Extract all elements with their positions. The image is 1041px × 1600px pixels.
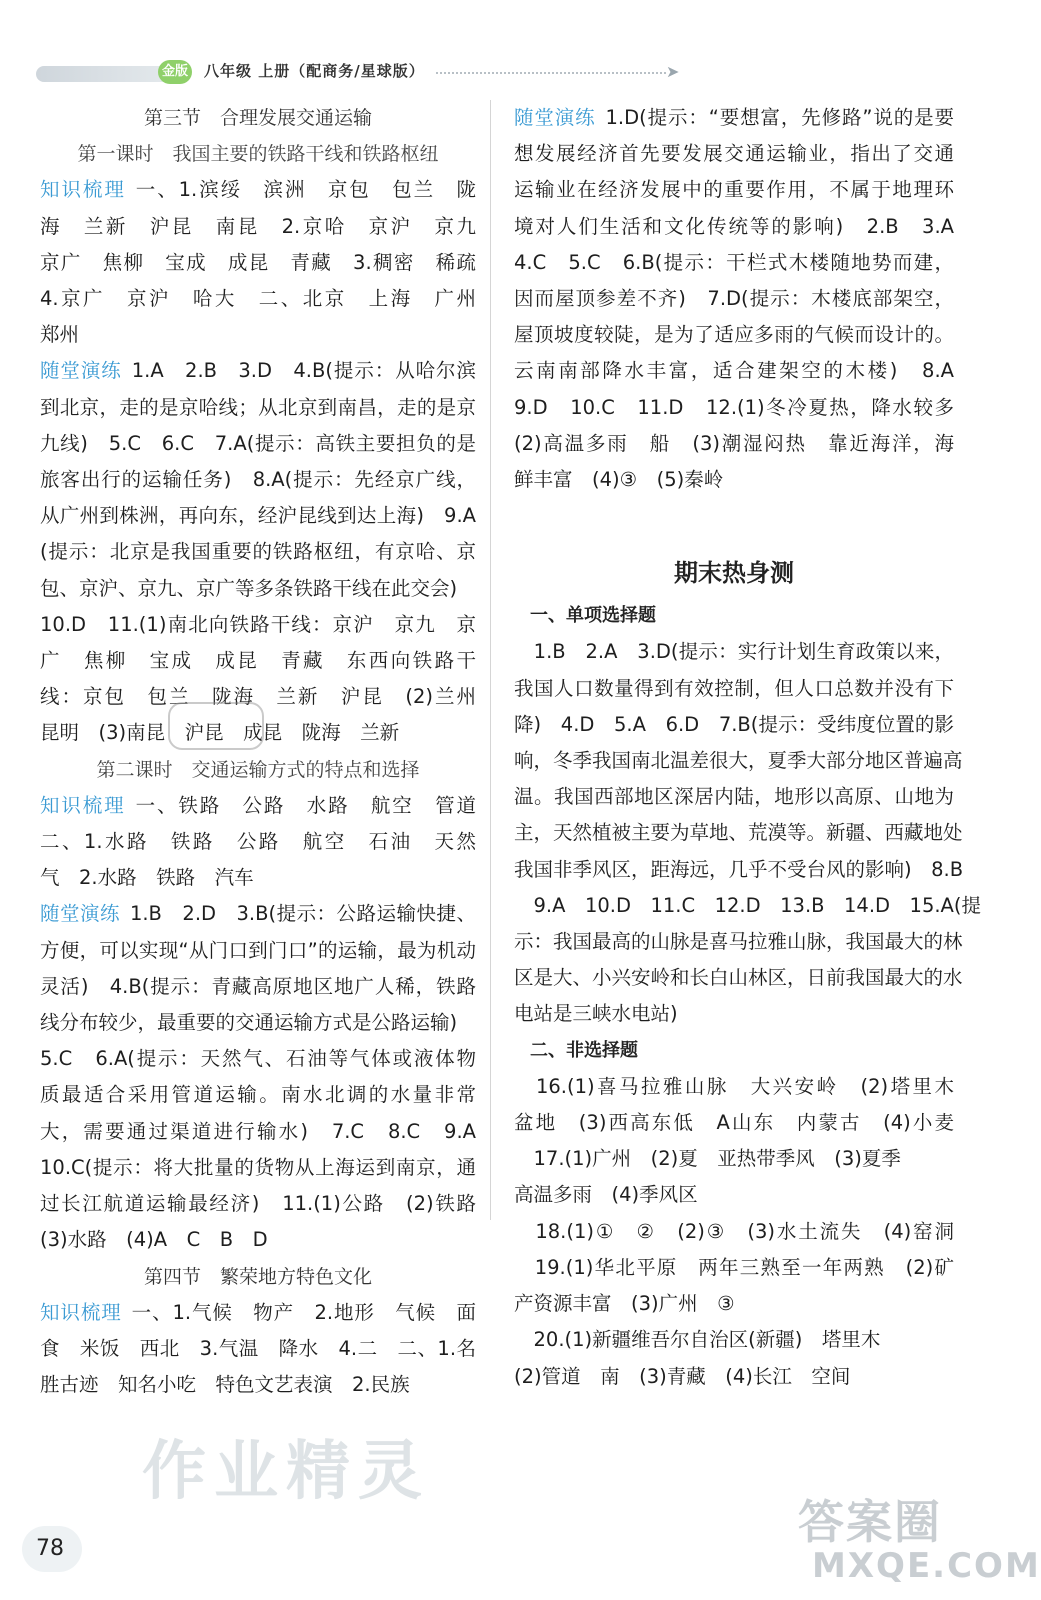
answer-text: 20.(1)新疆维吾尔自治区(新疆) 塔里木 [514,1328,881,1352]
answer-text: 10.D 11.(1)南北向铁路干线：京沪 京九 京 [40,612,476,636]
answer-line [514,1141,954,1177]
answer-text: 9.A 10.D 11.C 12.D 13.B 14.D 15.A(提 [514,893,982,917]
answer-text: 10.C(提示：将大批量的货物从上海运到南京，通 [40,1155,476,1179]
answer-text: 过长江航道运输最经济) 11.(1)公路 (2)铁路 [40,1192,476,1216]
answer-line [40,1331,476,1367]
answer-text: (提示：北京是我国重要的铁路枢纽，有京哈、京 [40,540,476,564]
column-divider [490,100,491,1220]
answer-text: 19.(1)华北平原 两年三熟至一年两熟 (2)矿 [514,1255,954,1279]
category-tag: 知识梳理 [40,178,126,202]
answer-line [40,643,476,679]
answer-line [40,788,476,824]
answer-line [40,1222,476,1258]
answer-line [40,1150,476,1186]
answer-line [514,1177,954,1213]
answer-line [40,1295,476,1331]
section2-answers [514,1069,954,1395]
answer-text: 18.(1)① ② (2)③ (3)水土流失 (4)窑洞 [514,1219,954,1243]
answer-text: 九线) 5.C 6.C 7.A(提示：高铁主要担负的是 [40,431,476,455]
answer-line [40,1186,476,1222]
answer-text: 方便，可以实现“从门口到门口”的运输，最为机动 [40,938,476,962]
answer-text: 17.(1)广州 (2)夏 亚热带季风 (3)夏季 [514,1147,901,1171]
left-column [40,100,476,1403]
answer-text: 一、铁路 公路 水路 航空 管道 [135,793,476,817]
answer-line [514,1105,954,1141]
answer-line [514,426,954,462]
answer-text: 第二课时 交通运输方式的特点和选择 [96,758,420,781]
answer-line [40,571,476,607]
answer-line [514,743,963,779]
answer-text: 1.B 2.A 3.D(提示：实行计划生育政策以来， [514,640,954,664]
category-tag: 知识梳理 [40,793,126,817]
answer-text: 1.D(提示：“要想富，先修路”说的是要 [605,106,954,129]
answer-line [514,1214,954,1250]
answer-text: 广 焦柳 宝成 成昆 青藏 东西向铁路干 [40,649,476,673]
lesson-heading [40,752,476,788]
answer-text: 境对人们生活和文化传统等的影响) 2.B 3.A [514,214,954,238]
answer-text: 大，需要通过渠道进行输水) 7.C 8.C 9.A [40,1119,476,1143]
answer-text: 第四节 繁荣地方特色文化 [143,1265,372,1288]
answer-text: 主，天然植被主要为草地、荒漠等。新疆、西藏地处 [514,821,963,845]
answer-line [40,1005,476,1041]
answer-line [40,426,476,462]
answer-text: 包、京沪、京九、京广等多条铁路干线在此交会) [40,576,458,600]
answer-text: 鲜丰富 (4)③ (5)秦岭 [514,468,724,492]
answer-line [514,281,954,317]
answer-line [40,281,476,317]
answer-text: 我国非季风区，距海远，几乎不受台风的影响) 8.B [514,857,964,881]
answer-text: 质最适合采用管道运输。南水北调的水量非常 [40,1083,476,1107]
category-tag: 随堂演练 [40,359,122,383]
answer-text: 一、1.滨绥 滨洲 京包 包兰 陇 [135,178,476,202]
answer-text: 昆明 (3)南昆 沪昆 成昆 陇海 兰新 [40,721,400,745]
header-dotted-line [436,72,666,74]
answer-text: 4.京广 京沪 哈大 二、北京 上海 广州 [40,287,476,311]
answer-text: 降) 4.D 5.A 6.D 7.B(提示：受纬度位置的影 [514,712,954,736]
answer-text: 线：京包 包兰 陇海 兰新 沪昆 (2)兰州 [40,685,476,709]
answer-line [514,960,963,996]
answer-line [514,634,954,670]
right-top-block [514,100,954,498]
answer-line [40,969,476,1005]
answer-text: 产资源丰富 (3)广州 ③ [514,1292,735,1316]
answer-line [514,1286,954,1322]
answer-text: 第一课时 我国主要的铁路干线和铁路枢纽 [77,143,439,166]
answer-line [514,390,954,426]
answer-text: 到北京，走的是京哈线；从北京到南昌，走的是京 [40,395,476,419]
answer-line [514,1359,954,1395]
page-number: 78 [36,1536,64,1561]
answer-line [40,860,476,896]
logo-sub-text: MXQE.COM [812,1546,1041,1586]
answer-line [40,353,476,389]
answer-line [514,779,954,815]
answer-line [514,924,963,960]
answer-text: 一、1.气候 物产 2.地形 气候 面 [131,1300,476,1324]
answer-line [514,671,954,707]
answer-line [40,172,476,208]
answer-line [40,209,476,245]
answer-text: 气 2.水路 铁路 汽车 [40,866,254,890]
answer-line [514,462,954,498]
answer-line [514,1069,954,1105]
answer-line [40,824,476,860]
answer-text: (2)管道 南 (3)青藏 (4)长江 空间 [514,1364,851,1388]
site-logo [792,1486,1041,1596]
answer-text: 区是大、小兴安岭和长白山林区，日前我国最大的水 [514,966,963,990]
category-tag: 随堂演练 [514,106,596,129]
answer-line [40,498,476,534]
lesson-heading [40,136,476,172]
answer-text: 二、1.水路 铁路 公路 航空 石油 天然 [40,830,476,854]
answer-text: 胜古迹 知名小吃 特色文艺表演 2.民族 [40,1373,410,1397]
answer-text: 食 米饭 西北 3.气温 降水 4.二 二、1.名 [40,1336,476,1360]
answer-line [514,852,964,888]
answer-line [40,1077,476,1113]
answer-text: 海 兰新 沪昆 南昆 2.京哈 京沪 京九 [40,214,476,238]
answer-text: 屋顶坡度较陡，是为了适应多雨的气候而设计的。 [514,323,954,347]
answer-text: 灵活) 4.B(提示：青藏高原地区地广人稀，铁路 [40,974,476,998]
answer-line [40,933,476,969]
watermark-text: 作业精灵 [142,1435,430,1509]
answer-line [40,390,476,426]
arrow-right-icon: ➤ [666,62,680,81]
answer-text: 盆地 (3)西高东低 A山东 内蒙古 (4)小麦 [514,1111,954,1135]
answer-text: (2)高温多雨 船 (3)潮湿闷热 靠近海洋，海 [514,431,954,455]
page-header [36,52,680,92]
answer-line [514,707,954,743]
answer-line [514,1322,954,1358]
section1-title: 一、单项选择题 [530,605,656,627]
answer-line [40,1367,476,1403]
spacer [514,498,954,534]
answer-line [40,896,476,932]
answer-text: 1.B 2.D 3.B(提示：公路运输快捷、 [129,902,476,926]
answer-text: 旅客出行的运输任务) 8.A(提示：先经京广线， [40,468,476,492]
answer-line [514,100,954,136]
answer-line [514,172,954,208]
answer-line [40,1041,476,1077]
answer-text: 郑州 [40,323,80,347]
category-tag: 随堂演练 [40,902,120,926]
answer-text: 第三节 合理发展交通运输 [143,107,372,129]
answer-line [40,534,476,570]
right-column [514,100,982,1395]
header-title: 八年级 上册（配商务/星球版） [204,62,425,80]
answer-text: 4.C 5.C 6.B(提示：干栏式木楼随地势而建， [514,250,954,274]
answer-line [514,1250,954,1286]
answer-line [514,353,954,389]
exam-title: 期末热身测 [674,559,794,588]
answer-text: 线分布较少，最重要的交通运输方式是公路运输) [40,1011,458,1035]
answer-line [514,209,954,245]
answer-text: 5.C 6.A(提示：天然气、石油等气体或液体物 [40,1047,476,1071]
logo-main-text: 答案圈 [798,1495,942,1549]
answer-text: 16.(1)喜马拉雅山脉 大兴安岭 (2)塔里木 [514,1074,954,1098]
answer-line [514,996,954,1032]
answer-text: 电站是三峡水电站) [514,1002,678,1026]
section1-answers [514,634,982,1032]
section-heading [40,1259,476,1295]
answer-text: 我国人口数量得到有效控制，但人口总数并没有下 [514,676,954,700]
answer-text: 9.D 10.C 11.D 12.(1)冬冷夏热，降水较多 [514,395,954,419]
section2-title: 二、非选择题 [530,1039,638,1061]
answer-line [514,815,963,851]
answer-text: 示：我国最高的山脉是喜马拉雅山脉，我国最大的林 [514,930,963,954]
answer-line [514,245,954,281]
answer-text: 温。我国西部地区深居内陆，地形以高原、山地为 [514,785,954,809]
answer-text: 响，冬季我国南北温差很大，夏季大部分地区普遍高 [514,749,963,773]
answer-text: 高温多雨 (4)季风区 [514,1183,698,1207]
stamp-mark [168,702,264,750]
answer-line [40,462,476,498]
answer-text: 从广州到株洲，再向东，经沪昆线到达上海) 9.A [40,504,476,528]
answer-line [40,607,476,643]
answer-text: 1.A 2.B 3.D 4.B(提示：从哈尔滨 [131,359,476,383]
answer-text: 云南南部降水丰富，适合建架空的木楼) 8.A [514,359,954,383]
answer-text: 京广 焦柳 宝成 成昆 青藏 3.稠密 稀疏 [40,250,476,274]
section-heading [40,100,476,136]
answer-line [40,317,476,353]
answer-text: 运输业在经济发展中的重要作用，不属于地理环 [514,178,954,202]
answer-text: 想发展经济首先要发展交通运输业，指出了交通 [514,142,954,166]
answer-line [40,1114,476,1150]
answer-text: 因而屋顶参差不齐) 7.D(提示：木楼底部架空， [514,287,954,311]
answer-line [514,888,982,924]
header-badge: 金版 [158,60,192,84]
category-tag: 知识梳理 [40,1300,122,1324]
answer-line [40,245,476,281]
answer-line [514,136,954,172]
answer-line [514,317,954,353]
answer-text: (3)水路 (4)A C B D [40,1228,268,1252]
